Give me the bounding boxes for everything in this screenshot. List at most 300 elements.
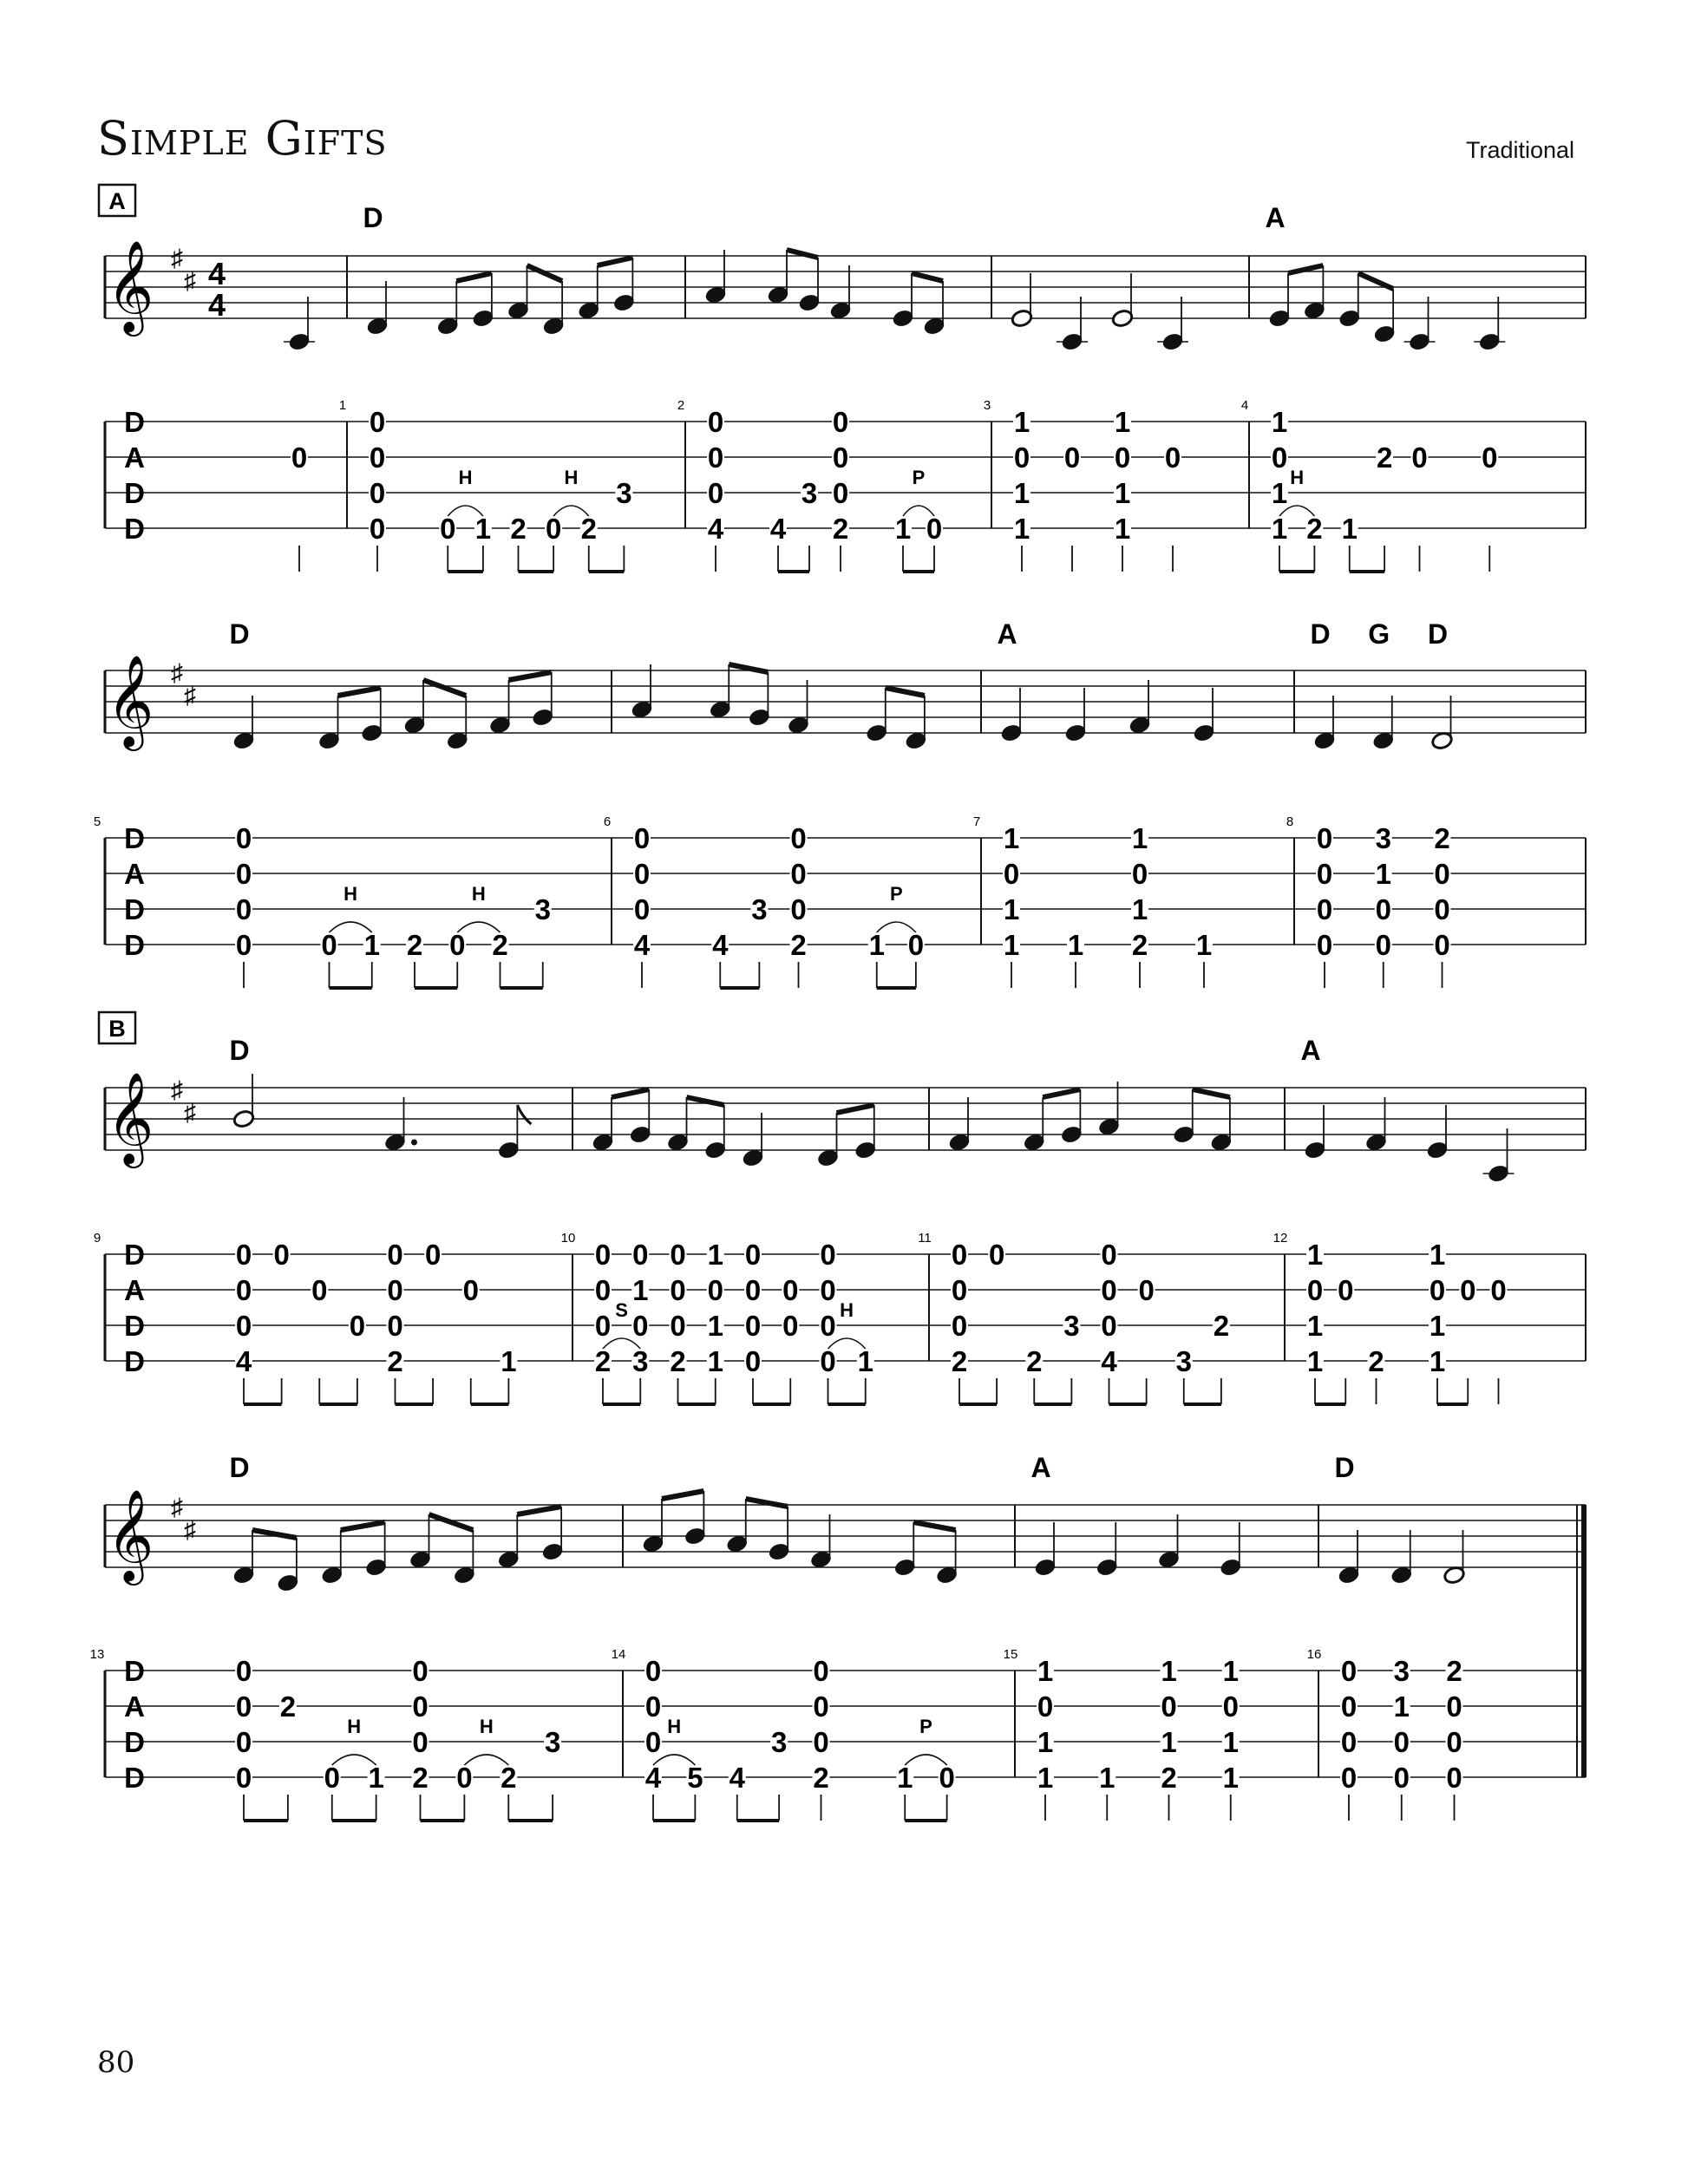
tab-fret-number: 0: [1306, 1274, 1324, 1306]
measure-number: 10: [560, 1231, 576, 1246]
tab-fret-number: 0: [369, 406, 386, 438]
tab-fret-number: 4: [644, 1762, 662, 1794]
tab-fret-number: 0: [790, 893, 807, 925]
tab-fret-number: 0: [369, 441, 386, 474]
tab-fret-number: 1: [1222, 1655, 1239, 1687]
technique-label: H: [458, 467, 473, 488]
key-signature-sharp: ♯: [184, 1099, 196, 1126]
measure-number: 4: [1240, 398, 1249, 413]
tab-fret-number: 1: [1306, 1239, 1324, 1271]
beam: [527, 265, 563, 281]
tab-fret-number: 2: [1026, 1345, 1043, 1377]
tab-string-name: D: [124, 1655, 145, 1687]
tab-fret-number: 1: [1393, 1690, 1410, 1723]
technique-label: P: [889, 883, 903, 905]
tab-fret-number: 0: [387, 1274, 403, 1306]
chord-symbol: D: [1427, 618, 1449, 650]
tab-fret-number: 1: [363, 929, 380, 961]
tab-fret-number: 0: [1375, 893, 1391, 925]
tab-fret-number: 0: [235, 893, 252, 925]
tab-fret-number: 2: [594, 1345, 612, 1377]
technique-label: H: [479, 1716, 494, 1737]
tab-fret-number: 2: [951, 1345, 968, 1377]
beam: [517, 1507, 561, 1514]
tab-fret-number: 1: [1429, 1345, 1446, 1377]
tab-fret-number: 1: [857, 1345, 873, 1377]
tab-fret-number: 0: [1316, 858, 1333, 890]
technique-label: H: [343, 883, 358, 905]
tab-fret-number: 0: [813, 1690, 829, 1723]
technique-label: H: [564, 467, 579, 488]
tab-fret-number: 0: [1434, 858, 1450, 890]
tab-fret-number: 0: [633, 893, 651, 925]
tab-fret-number: 2: [1376, 441, 1393, 474]
tab-fret-number: 2: [501, 1762, 517, 1794]
tab-fret-number: 0: [1013, 441, 1030, 474]
beam: [1193, 1089, 1230, 1097]
chord-symbol: D: [229, 1452, 250, 1483]
tab-fret-number: 0: [744, 1310, 762, 1342]
tab-fret-number: 0: [939, 1762, 955, 1794]
tab-fret-number: 0: [1338, 1274, 1354, 1306]
tab-fret-number: 1: [1003, 893, 1020, 925]
treble-clef-icon: 𝄞: [106, 242, 154, 330]
tab-fret-number: 0: [324, 1762, 340, 1794]
tab-fret-number: 0: [412, 1655, 429, 1687]
tab-fret-number: 3: [1375, 822, 1391, 854]
tab-fret-number: 0: [951, 1239, 968, 1271]
measure-number: 11: [918, 1231, 932, 1246]
tab-string-name: D: [124, 1762, 145, 1794]
technique-label: P: [919, 1716, 932, 1737]
treble-clef-icon: 𝄞: [106, 1491, 154, 1579]
tab-fret-number: 0: [462, 1274, 479, 1306]
tab-fret-number: 0: [235, 1274, 252, 1306]
key-signature-sharp: ♯: [171, 1076, 183, 1103]
beam: [341, 1522, 385, 1530]
beam: [1043, 1089, 1080, 1097]
tab-fret-number: 0: [424, 1239, 442, 1271]
tab-fret-number: 0: [1101, 1239, 1117, 1271]
tab-fret-number: 0: [456, 1762, 473, 1794]
tab-fret-number: 1: [632, 1274, 649, 1306]
tab-fret-number: 3: [1175, 1345, 1192, 1377]
tab-fret-number: 0: [951, 1274, 968, 1306]
tab-fret-number: 0: [1222, 1690, 1239, 1723]
tab-fret-number: 3: [1063, 1310, 1080, 1342]
tab-fret-number: 4: [712, 929, 729, 961]
tab-fret-number: 0: [644, 1690, 662, 1723]
beam: [338, 688, 381, 696]
key-signature-sharp: ♯: [171, 245, 183, 271]
chord-symbol: D: [229, 618, 250, 650]
tab-fret-number: 0: [1446, 1690, 1462, 1723]
tab-fret-number: 0: [744, 1274, 762, 1306]
tab-fret-number: 3: [632, 1345, 649, 1377]
beam: [423, 680, 466, 696]
tab-fret-number: 1: [1067, 929, 1084, 961]
measure-number: 3: [983, 398, 991, 413]
tab-fret-number: 0: [235, 1726, 252, 1758]
note-flag: [517, 1105, 531, 1124]
tab-fret-number: 0: [670, 1274, 686, 1306]
tab-fret-number: 1: [1013, 513, 1030, 545]
measure-number: 12: [1273, 1231, 1288, 1246]
tab-fret-number: 0: [1101, 1274, 1117, 1306]
tab-fret-number: 0: [1161, 1690, 1177, 1723]
tab-fret-number: 1: [1222, 1762, 1239, 1794]
tab-fret-number: 0: [926, 513, 943, 545]
beam: [612, 1089, 649, 1097]
tab-fret-number: 3: [544, 1726, 561, 1758]
section-marker-label: B: [108, 1016, 126, 1042]
tab-fret-number: 0: [1063, 441, 1081, 474]
key-signature-sharp: ♯: [171, 659, 183, 686]
tab-fret-number: 0: [644, 1655, 662, 1687]
tab-fret-number: 0: [633, 858, 651, 890]
technique-label: H: [1290, 467, 1305, 488]
tab-fret-number: 0: [1340, 1655, 1358, 1687]
tab-fret-number: 1: [868, 929, 885, 961]
tab-string-name: A: [124, 1690, 145, 1723]
tab-fret-number: 0: [1434, 929, 1450, 961]
tab-fret-number: 0: [1101, 1310, 1117, 1342]
tab-fret-number: 1: [1306, 1345, 1324, 1377]
tab-fret-number: 0: [1271, 441, 1288, 474]
tab-fret-number: 1: [1099, 1762, 1116, 1794]
tab-fret-number: 1: [1271, 513, 1288, 545]
measure-number: 7: [972, 814, 981, 829]
technique-label: P: [912, 467, 926, 488]
tab-string-name: D: [124, 513, 145, 545]
technique-label: H: [667, 1716, 682, 1737]
tab-fret-number: 1: [1375, 858, 1391, 890]
tab-fret-number: 2: [1131, 929, 1148, 961]
tab-fret-number: 0: [387, 1239, 403, 1271]
tab-fret-number: 0: [1340, 1726, 1358, 1758]
tab-fret-number: 0: [782, 1310, 799, 1342]
beam: [509, 672, 552, 680]
tab-fret-number: 1: [1271, 477, 1288, 509]
tab-fret-number: 0: [321, 929, 337, 961]
tab-fret-number: 4: [1101, 1345, 1117, 1377]
tab-fret-number: 0: [707, 477, 724, 509]
tab-fret-number: 1: [894, 513, 912, 545]
tab-fret-number: 0: [1460, 1274, 1476, 1306]
tab-fret-number: 1: [1341, 513, 1358, 545]
tab-string-name: D: [124, 477, 145, 509]
tab-fret-number: 0: [1434, 893, 1450, 925]
tab-fret-number: 0: [632, 1310, 649, 1342]
tab-fret-number: 3: [1393, 1655, 1410, 1687]
tab-fret-number: 2: [510, 513, 527, 545]
tab-fret-number: 0: [235, 858, 252, 890]
tab-fret-number: 0: [291, 441, 308, 474]
tab-fret-number: 0: [449, 929, 466, 961]
tab-fret-number: 3: [534, 893, 551, 925]
tab-string-name: D: [124, 1345, 145, 1377]
measure-number: 13: [89, 1647, 105, 1662]
measure-number: 14: [611, 1647, 626, 1662]
tab-fret-number: 0: [707, 1274, 723, 1306]
key-signature-sharp: ♯: [184, 1516, 196, 1543]
tab-fret-number: 0: [273, 1239, 290, 1271]
tab-fret-number: 0: [440, 513, 456, 545]
tab-string-name: D: [124, 929, 145, 961]
beam: [913, 1522, 955, 1530]
tab-fret-number: 0: [670, 1239, 686, 1271]
tab-fret-number: 0: [1429, 1274, 1446, 1306]
tab-fret-number: 2: [670, 1345, 686, 1377]
tab-fret-number: 0: [1446, 1726, 1462, 1758]
measure-number: 6: [603, 814, 612, 829]
tab-fret-number: 0: [632, 1239, 649, 1271]
tab-fret-number: 0: [349, 1310, 366, 1342]
tab-fret-number: 2: [1434, 822, 1450, 854]
beam: [598, 258, 633, 265]
tab-fret-number: 0: [820, 1239, 836, 1271]
tab-fret-number: 1: [501, 1345, 517, 1377]
tab-fret-number: 0: [820, 1310, 836, 1342]
tab-fret-number: 5: [687, 1762, 703, 1794]
tab-fret-number: 0: [235, 1239, 252, 1271]
tab-fret-number: 1: [1222, 1726, 1239, 1758]
tab-fret-number: 2: [492, 929, 508, 961]
tab-fret-number: 0: [820, 1345, 836, 1377]
tab-fret-number: 0: [235, 929, 252, 961]
tab-fret-number: 1: [1114, 406, 1131, 438]
tab-fret-number: 0: [832, 406, 849, 438]
tab-fret-number: 1: [707, 1239, 723, 1271]
tab-fret-number: 0: [744, 1239, 762, 1271]
chord-symbol: D: [363, 202, 383, 233]
chord-symbol: D: [1310, 618, 1331, 650]
technique-label: H: [840, 1299, 854, 1321]
tab-fret-number: 2: [580, 513, 597, 545]
tab-string-name: D: [124, 1310, 145, 1342]
tab-fret-number: 1: [1037, 1655, 1054, 1687]
tab-fret-number: 3: [616, 477, 632, 509]
measure-number: 8: [1286, 814, 1294, 829]
tab-fret-number: 0: [707, 441, 724, 474]
tab-fret-number: 0: [369, 477, 386, 509]
chord-symbol: D: [229, 1035, 250, 1066]
tab-fret-number: 4: [729, 1762, 745, 1794]
tab-fret-number: 1: [1195, 929, 1213, 961]
tab-fret-number: 0: [1037, 1690, 1054, 1723]
tab-string-name: D: [124, 406, 145, 438]
tab-fret-number: 0: [707, 406, 724, 438]
composer-credit: Traditional: [1466, 137, 1575, 163]
tab-fret-number: 0: [1340, 1762, 1358, 1794]
tab-fret-number: 1: [368, 1762, 384, 1794]
chord-symbol: G: [1368, 618, 1390, 650]
key-signature-sharp: ♯: [184, 682, 196, 709]
tab-fret-number: 2: [387, 1345, 403, 1377]
tab-fret-number: 0: [412, 1726, 429, 1758]
tab-fret-number: 0: [988, 1239, 1005, 1271]
tab-fret-number: 1: [1114, 513, 1131, 545]
time-signature-bottom: 4: [207, 287, 226, 323]
key-signature-sharp: ♯: [171, 1494, 183, 1520]
measure-number: 2: [677, 398, 685, 413]
tab-fret-number: 0: [813, 1655, 829, 1687]
tab-fret-number: 1: [1131, 893, 1148, 925]
tab-fret-number: 1: [1271, 406, 1288, 438]
tab-fret-number: 0: [782, 1274, 799, 1306]
measure-number: 5: [93, 814, 101, 829]
tab-fret-number: 1: [1429, 1310, 1446, 1342]
chord-symbol: A: [1265, 202, 1286, 233]
tab-fret-number: 1: [1429, 1239, 1446, 1271]
tab-fret-number: 0: [832, 441, 849, 474]
tab-string-name: A: [124, 858, 145, 890]
tab-string-name: D: [124, 893, 145, 925]
tab-fret-number: 1: [707, 1310, 723, 1342]
tab-fret-number: 0: [311, 1274, 328, 1306]
tab-fret-number: 2: [1161, 1762, 1177, 1794]
tab-fret-number: 2: [790, 929, 807, 961]
tab-fret-number: 0: [790, 858, 807, 890]
tab-fret-number: 1: [897, 1762, 913, 1794]
tab-fret-number: 0: [1393, 1726, 1410, 1758]
tab-fret-number: 2: [1446, 1655, 1462, 1687]
tab-fret-number: 2: [406, 929, 423, 961]
tab-fret-number: 1: [1306, 1310, 1324, 1342]
tab-fret-number: 0: [633, 822, 651, 854]
tab-fret-number: 0: [1340, 1690, 1358, 1723]
tab-fret-number: 0: [594, 1274, 612, 1306]
measure-number: 15: [1003, 1647, 1018, 1662]
tab-fret-number: 1: [1003, 929, 1020, 961]
tab-fret-number: 3: [801, 477, 818, 509]
tab-fret-number: 1: [1013, 406, 1030, 438]
page-title: Simple Gifts: [97, 111, 388, 166]
chord-symbol: A: [1300, 1035, 1321, 1066]
tab-fret-number: 0: [1482, 441, 1498, 474]
tab-fret-number: 1: [1037, 1762, 1054, 1794]
tab-fret-number: 0: [235, 1690, 252, 1723]
section-marker-label: A: [108, 188, 126, 214]
tab-fret-number: 2: [279, 1690, 297, 1723]
tab-fret-number: 0: [1114, 441, 1131, 474]
technique-label: S: [615, 1299, 628, 1321]
tab-fret-number: 4: [769, 513, 787, 545]
tab-fret-number: 0: [369, 513, 386, 545]
treble-clef-icon: 𝄞: [106, 1074, 154, 1162]
chord-symbol: A: [997, 618, 1017, 650]
beam: [837, 1105, 874, 1113]
beam: [456, 273, 492, 281]
beam: [662, 1491, 703, 1499]
tab-fret-number: 4: [235, 1345, 252, 1377]
tab-fret-number: 1: [1003, 822, 1020, 854]
tab-fret-number: 0: [1411, 441, 1428, 474]
tab-fret-number: 0: [235, 1655, 252, 1687]
tab-fret-number: 0: [387, 1310, 403, 1342]
tab-string-name: A: [124, 441, 145, 474]
tab-string-name: D: [124, 822, 145, 854]
chord-symbol: D: [1334, 1452, 1355, 1483]
tab-string-name: D: [124, 1239, 145, 1271]
page-number: 80: [97, 2045, 135, 2080]
tab-fret-number: 1: [1037, 1726, 1054, 1758]
dot: [411, 1140, 417, 1146]
measure-number: 9: [93, 1231, 101, 1246]
tab-fret-number: 0: [1316, 822, 1333, 854]
tab-string-name: A: [124, 1274, 145, 1306]
tab-fret-number: 0: [832, 477, 849, 509]
tab-fret-number: 0: [1446, 1762, 1462, 1794]
tab-fret-number: 0: [235, 1310, 252, 1342]
tab-fret-number: 3: [751, 893, 768, 925]
tab-fret-number: 0: [1164, 441, 1181, 474]
tab-fret-number: 0: [1131, 858, 1148, 890]
tab-fret-number: 2: [1306, 513, 1323, 545]
tab-fret-number: 1: [1131, 822, 1148, 854]
tab-fret-number: 1: [707, 1345, 723, 1377]
tab-fret-number: 4: [707, 513, 724, 545]
tab-fret-number: 1: [1114, 477, 1131, 509]
tab-fret-number: 0: [670, 1310, 686, 1342]
tab-string-name: D: [124, 1726, 145, 1758]
tab-fret-number: 4: [633, 929, 651, 961]
treble-clef-icon: 𝄞: [106, 657, 154, 745]
tab-fret-number: 0: [412, 1690, 429, 1723]
tab-fret-number: 0: [235, 822, 252, 854]
tab-fret-number: 0: [907, 929, 925, 961]
tab-fret-number: 0: [1316, 929, 1333, 961]
tab-fret-number: 0: [813, 1726, 829, 1758]
measure-number: 16: [1306, 1647, 1322, 1662]
beam: [886, 688, 925, 696]
tab-fret-number: 0: [644, 1726, 662, 1758]
time-signature-top: 4: [207, 256, 226, 291]
tab-fret-number: 1: [474, 513, 492, 545]
tab-fret-number: 1: [1013, 477, 1030, 509]
tab-fret-number: 0: [744, 1345, 762, 1377]
tab-fret-number: 1: [1161, 1726, 1177, 1758]
tab-fret-number: 2: [832, 513, 849, 545]
tab-fret-number: 0: [1393, 1762, 1410, 1794]
tab-fret-number: 2: [412, 1762, 429, 1794]
key-signature-sharp: ♯: [184, 267, 196, 294]
tab-fret-number: 0: [951, 1310, 968, 1342]
tab-fret-number: 0: [1138, 1274, 1155, 1306]
beam: [912, 273, 943, 281]
tab-fret-number: 0: [545, 513, 562, 545]
tab-fret-number: 0: [820, 1274, 836, 1306]
tab-fret-number: 2: [1213, 1310, 1230, 1342]
technique-label: H: [347, 1716, 362, 1737]
tab-fret-number: 1: [1161, 1655, 1177, 1687]
tab-fret-number: 3: [770, 1726, 788, 1758]
technique-label: H: [471, 883, 486, 905]
beam: [429, 1514, 474, 1530]
measure-number: 1: [338, 398, 347, 413]
tab-fret-number: 0: [235, 1762, 252, 1794]
chord-symbol: A: [1030, 1452, 1051, 1483]
tab-fret-number: 0: [594, 1310, 612, 1342]
tab-fret-number: 2: [1368, 1345, 1384, 1377]
tab-fret-number: 0: [1003, 858, 1020, 890]
tab-fret-number: 0: [790, 822, 807, 854]
tab-fret-number: 0: [1375, 929, 1391, 961]
tab-fret-number: 0: [594, 1239, 612, 1271]
tab-fret-number: 0: [1316, 893, 1333, 925]
tab-fret-number: 2: [813, 1762, 829, 1794]
tab-fret-number: 0: [1490, 1274, 1507, 1306]
